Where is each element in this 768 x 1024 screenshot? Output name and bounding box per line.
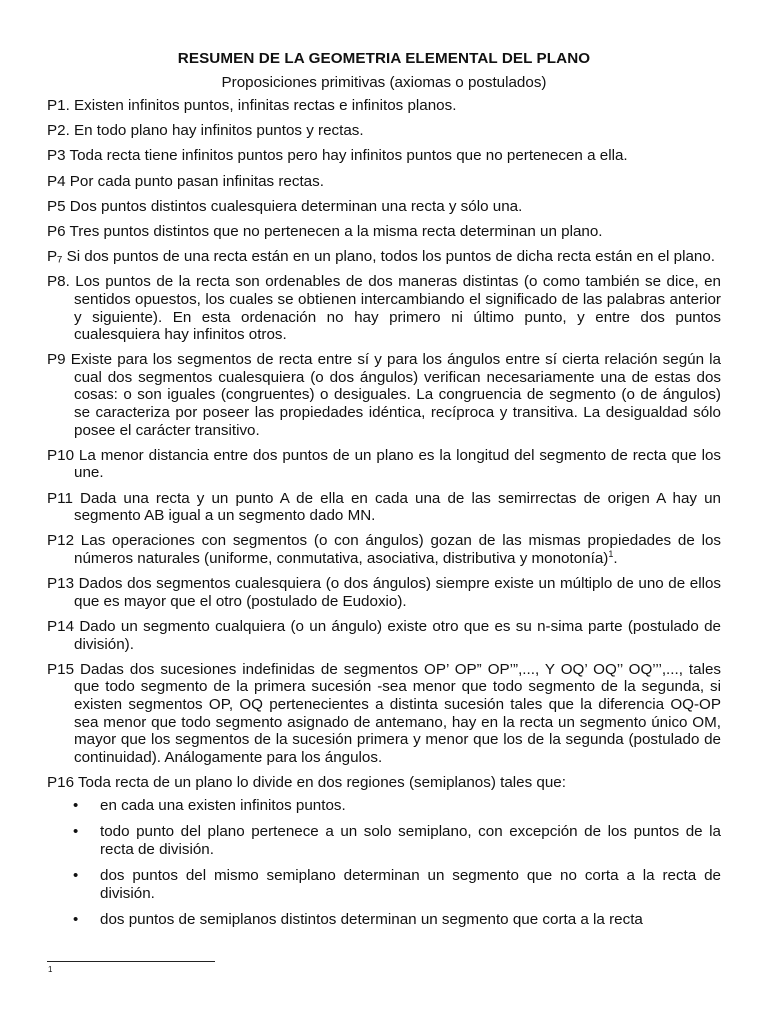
proposition-p14: P14 Dado un segmento cualquiera (o un ángulo) existe otro que es su n-sima parte (postulado de división). — [47, 617, 721, 653]
footnote-reference[interactable]: 1 — [608, 548, 614, 559]
bullet-text: dos puntos de semiplanos distintos determinan un segmento que corta a la recta — [100, 911, 643, 929]
bullet-text: dos puntos del mismo semiplano determinan un segmento que no corta a la recta de división. — [100, 867, 721, 902]
proposition-p3: P3 Toda recta tiene infinitos puntos pero hay infinitos puntos que no pertenecen a ella. — [47, 147, 628, 165]
proposition-p12: P12 Las operaciones con segmentos (o con ángulos) gozan de las mismas propiedades de los números naturales (uniforme, conmutativa, asociativa, distributiva y monotonía)$^1$. — [47, 532, 721, 567]
proposition-p11: P11 Dada una recta y un punto A de ella en cada una de las semirrectas de origen A hay un segmento AB igual a un segmento dado MN. — [47, 489, 721, 525]
bullet-item — [47, 823, 721, 858]
proposition-p6: P6 Tres puntos distintos que no pertenecen a la misma recta determinan un plano. — [47, 222, 603, 240]
proposition-p8: P8. Los puntos de la recta son ordenables de dos maneras distintas (o como también se dice, en sentidos opuestos, los cuales se obtienen intercambiando el significado de las palabras anterior y siguiente). En esta ordenación no hay primero ni último punto, y entre dos puntos cualesquiera hay infinitos otros. — [47, 273, 721, 344]
proposition-p13: P13 Dados dos segmentos cualesquiera (o dos ángulos) siempre existe un múltiplo de uno de ellos que es mayor que el otro (postulado de Eudoxio). — [47, 575, 721, 610]
footnote-mark: 1 — [48, 965, 53, 974]
proposition-p16: P16 Toda recta de un plano lo divide en dos regiones (semiplanos) tales que: — [47, 773, 566, 791]
proposition-p12-text: P12 Las operaciones con segmentos (o con ángulos) gozan de las mismas propiedades de los números naturales (uniforme, conmutativa, asociativa, distributiva y monotonía) — [47, 532, 721, 567]
document-title: RESUMEN DE LA GEOMETRIA ELEMENTAL DEL PLANO — [177, 50, 591, 67]
proposition-p10: P10 La menor distancia entre dos puntos de un plano es la longitud del segmento de recta que los une. — [47, 446, 721, 482]
proposition-p9: P9 Existe para los segmentos de recta entre sí y para los ángulos entre sí cierta relación según la cual dos segmentos cualesquiera (o dos ángulos) verifican necesariamente una de estas dos cosas: o son iguales (congruentes) o desiguales. La congruencia de segmento (o de ángulos) se caracteriza por poseer las propiedades idéntica, recíproca y transitiva. La desigualdad sólo posee el carácter transitivo. — [47, 351, 721, 439]
p16-bullet-list — [47, 797, 721, 930]
proposition-p15: P15 Dadas dos sucesiones indefinidas de segmentos OP’ OP” OP’”,..., Y OQ’ OQ’’ OQ’’’,..., tales que todo segmento de la primera sucesión -sea menor que todo segmento de la segunda, si existen segmentos OP, OQ pertenecientes a distinta sucesión tales que la diferencia OQ-OP sea menor que todo segmento asignado de antemano, hay en la recta un segmento único OM, mayor que los segmentos de la sucesión primera y menor que los de la segunda (postulado de continuidad). Análogamente para los ángulos. — [47, 660, 721, 766]
proposition-p7: P₇ Si dos puntos de una recta están en un plano, todos los puntos de dicha recta están en el plano. — [47, 248, 716, 266]
bullet-icon: • — [73, 867, 79, 885]
proposition-p4: P4 Por cada punto pasan infinitas rectas. — [47, 172, 324, 190]
bullet-item — [47, 797, 721, 815]
footnote-separator — [47, 961, 215, 962]
propositions-list — [47, 97, 721, 938]
bullet-icon: • — [73, 823, 79, 841]
bullet-item — [47, 867, 721, 902]
proposition-p2: P2. En todo plano hay infinitos puntos y rectas. — [47, 122, 364, 140]
bullet-text: en cada una existen infinitos puntos. — [100, 796, 346, 814]
document-subtitle: Proposiciones primitivas (axiomas o postulados) — [221, 74, 547, 91]
bullet-item — [47, 911, 721, 929]
proposition-p5: P5 Dos puntos distintos cualesquiera determinan una recta y sólo una. — [47, 197, 523, 215]
proposition-p1: P1. Existen infinitos puntos, infinitas rectas e infinitos planos. — [47, 97, 457, 114]
bullet-icon: • — [73, 796, 79, 814]
bullet-text: todo punto del plano pertenece a un solo semiplano, con excepción de los puntos de la recta de división. — [100, 823, 721, 858]
bullet-icon: • — [73, 911, 79, 929]
